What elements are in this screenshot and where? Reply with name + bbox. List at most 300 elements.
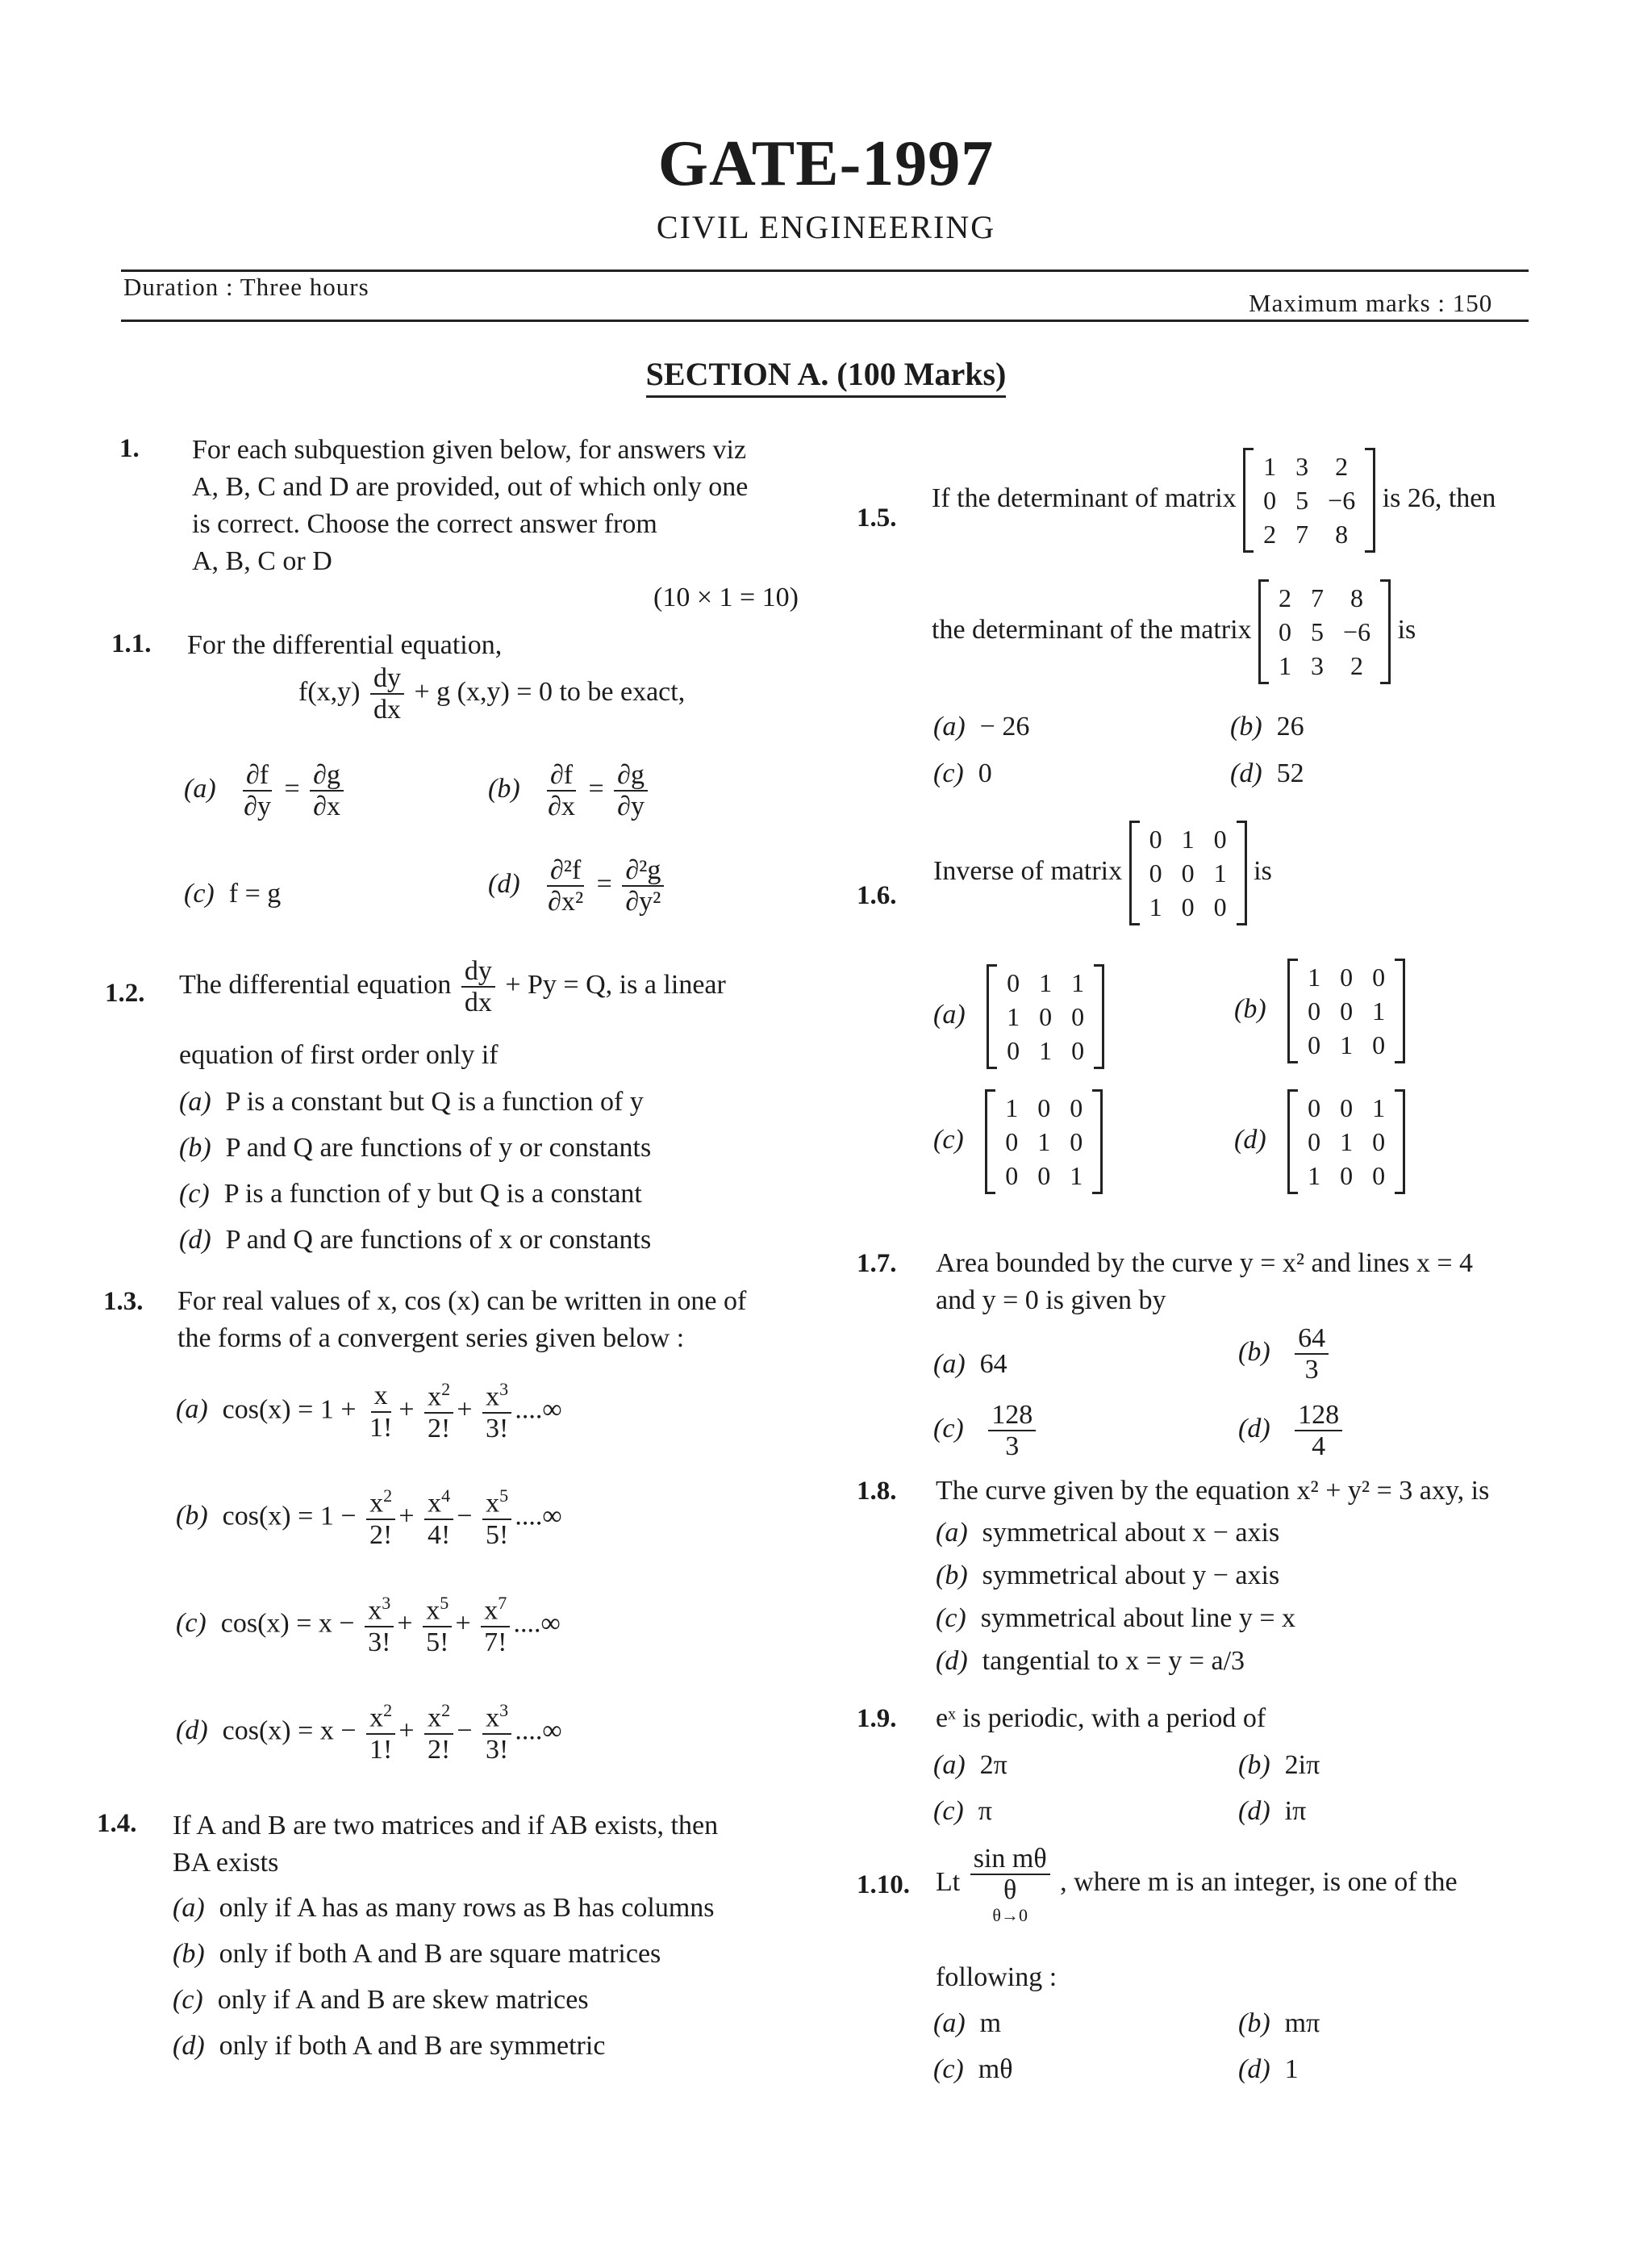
option-text: only if A has as many rows as B has columns [219,1893,715,1923]
matrix-cell: 1 [1149,892,1162,921]
matrix-a [1243,448,1375,553]
q1-1-text: For the differential equation, [187,630,503,660]
text-part: , where m is an integer, is one of the [1060,1867,1458,1898]
matrix-cell: 8 [1335,520,1349,549]
matrix-cell: 0 [1149,825,1162,854]
matrix-cell: 0 [1005,1161,1019,1190]
option-text: P is a constant but Q is a function of y [225,1087,644,1117]
option-letter: (c) [173,1985,203,2015]
matrix-cell: 1 [1308,963,1321,992]
text-part: is 26, then [1382,483,1496,513]
option-letter: (b) [1238,2008,1270,2038]
q1-10-number: 1.10. [857,1870,910,1899]
frac-den: 3 [1005,1431,1020,1462]
fraction [482,1486,511,1550]
q1-7-option-c [933,1400,1039,1462]
option-letter: (d) [1234,1124,1266,1155]
frac-den: 3! [486,1734,509,1765]
text-line: If A and B are two matrices and if AB exists, then [173,1811,719,1840]
frac-num: x [371,1381,391,1412]
option-letter: (c) [933,1124,964,1155]
frac-num: $x^2$ [366,1486,395,1520]
matrix-cell: 1 [1037,1127,1051,1156]
option-letter: (b) [1234,993,1266,1024]
fraction [366,1486,395,1550]
frac-num: $x^3$ [365,1594,394,1627]
matrix-cell: 1 [1340,1030,1354,1059]
option-letter: (b) [179,1133,211,1163]
q1-marks: (10 × 1 = 10) [653,583,799,612]
matrix-cell: 0 [1070,1127,1083,1156]
option-letter: (d) [173,2031,205,2061]
matrix-cell: 8 [1350,583,1364,612]
q1-3-option-a: (a) cos(x) = 1 + $\frac{x}{1!}$ + $\frac{x^2}{2!}$ + $\frac{x^3}{3!}$ ....∞ [176,1379,562,1443]
matrix-cell: 0 [1039,1002,1053,1031]
option-text: 0 [978,758,992,788]
option-text: P and Q are functions of y or constants [225,1133,652,1163]
q1-8-options [936,1514,1295,1680]
option-text: mθ [978,2054,1013,2084]
matrix-cell: −6 [1328,486,1356,515]
q1-8-text: The curve given by the equation x² + y² = 3 axy, is [936,1476,1490,1506]
text-part: Inverse of matrix [933,855,1123,886]
matrix-cell: 0 [1372,1030,1386,1059]
frac-num: $x^3$ [482,1380,511,1414]
frac-den: 4! [428,1519,451,1550]
q1-9-option-b [1238,1747,1320,1784]
matrix-cell: 1 [1340,1127,1354,1156]
option-letter: (b) [1238,1337,1270,1368]
fraction [482,1380,511,1443]
option-text: 1 [1284,2054,1299,2084]
option [179,1084,651,1121]
fraction [622,855,664,917]
option-letter: (a) [933,2008,966,2038]
series-head: 1 + [319,1394,357,1425]
frac-den: 7! [484,1627,507,1657]
matrix-cell: 0 [1181,892,1195,921]
option-letter: (c) [184,879,215,909]
matrix-cell: 0 [1340,996,1354,1026]
option-letter: (b) [1238,1750,1270,1780]
section-heading [0,355,1652,393]
cos-label: cos(x) = [222,1501,314,1531]
frac-den: 5! [426,1627,449,1657]
matrix-cell: 1 [1181,825,1195,854]
q1-3-option-b: (b) cos(x) = 1 − $\frac{x^2}{2!}$ + $\frac{x^4}{4!}$ − $\frac{x^5}{5!}$ ....∞ [176,1485,562,1550]
option [936,1514,1295,1552]
matrix-cell: 1 [1071,968,1085,997]
frac-num: $x^5$ [482,1486,511,1520]
frac-den: 1! [369,1734,393,1765]
fraction [482,1701,511,1765]
q1-10-option-c [933,2051,1012,2088]
exam-title: GATE-1997 [657,128,995,199]
fraction [240,760,274,822]
max-marks-label: Maximum marks : 150 [1249,289,1493,317]
frac-den: 3! [368,1627,391,1657]
q1-5-option-b [1230,708,1304,746]
series-tail: ....∞ [515,1501,562,1531]
frac-num: 64 [1295,1323,1329,1355]
q1-9-option-d [1238,1793,1306,1830]
q1-number: 1. [119,434,140,463]
q1-1-number: 1.1. [111,629,152,658]
frac-num: $x^2$ [424,1380,453,1414]
matrix-cell: −6 [1343,617,1371,646]
option-letter: (d) [1238,1414,1270,1444]
option-letter: (a) [179,1087,211,1117]
matrix-cell: 3 [1311,651,1325,680]
option-letter: (c) [176,1608,206,1639]
top-rule [121,269,1529,272]
matrix-cell: 0 [1007,968,1020,997]
matrix-cell: 0 [1005,1127,1019,1156]
text-part: is [1254,855,1272,886]
option-text: P is a function of y but Q is a constant [223,1179,642,1209]
q1-3-option-c: (c) cos(x) = x − $\frac{x^3}{3!}$ + $\frac{x^5}{5!}$ + $\frac{x^7}{7!}$ ....∞ [176,1593,561,1657]
option-text: symmetrical about y − axis [982,1560,1280,1590]
matrix-cell: 1 [1372,996,1386,1026]
frac-num: 128 [1295,1400,1342,1431]
fraction [423,1594,452,1657]
option-text: mπ [1284,2008,1320,2038]
option-letter: (d) [1238,2054,1270,2084]
frac-num: ∂²g [622,855,664,887]
option-letter: (b) [936,1560,968,1590]
bottom-rule [121,320,1529,322]
q1-5-option-c [933,755,992,792]
q1-7-option-b [1238,1323,1332,1385]
option-letter: (b) [488,774,520,804]
fraction [424,1701,453,1765]
frac-num: ∂g [310,760,344,792]
matrix-cell: 0 [1037,1093,1051,1122]
text-line: BA exists [173,1848,279,1878]
text-line: and y = 0 is given by [936,1285,1166,1315]
cos-label: cos(x) = [222,1394,314,1425]
frac-num: ∂f [243,760,272,792]
q1-10-text [936,1844,1458,1925]
frac-den: θ [1003,1875,1017,1906]
frac-den: ∂x [313,792,340,822]
frac-den: 1! [369,1412,393,1443]
q1-1-equation [298,663,685,725]
frac-num: $x^3$ [482,1701,511,1735]
q1-7-number: 1.7. [857,1249,897,1278]
option-letter: (c) [179,1179,210,1209]
q1-instructions [192,432,748,580]
text-part: is [1397,614,1416,645]
option-letter: (a) [933,999,966,1030]
q1-9-option-a [933,1747,1007,1784]
frac-num: ∂f [547,760,576,792]
matrix-cell: 0 [1340,1161,1354,1190]
matrix-cell: 0 [1372,1127,1386,1156]
option-letter: (a) [184,774,216,804]
matrix-cell: 2 [1335,452,1349,481]
text-part: The differential equation [179,970,452,1001]
q1-7-option-d [1238,1400,1345,1462]
cos-label: cos(x) = [222,1715,314,1746]
exam-subtitle: CIVIL ENGINEERING [656,209,996,245]
frac-num: ∂g [614,760,648,792]
matrix-cell: 0 [1181,859,1195,888]
dy-dx-fraction [370,663,404,725]
option [173,2028,715,2065]
matrix-cell: 0 [1213,892,1227,921]
matrix-cell: 7 [1295,520,1309,549]
option-text: symmetrical about x − axis [982,1518,1280,1548]
series-tail: ....∞ [515,1715,562,1746]
q1-1-option-d: (d) $\frac{\text{∂²f}}{\text{∂x²}}$ = $\frac{\text{∂²g}}{\text{∂y²}}$ [488,855,667,917]
frac-num: dy [461,956,495,988]
matrix-cell: 0 [1372,1161,1386,1190]
option-letter: (a) [176,1394,208,1425]
matrix-cell: 0 [1071,1002,1085,1031]
q1-2-line2: equation of first order only if [179,1040,499,1070]
frac-den: 3! [486,1413,509,1443]
q1-4-number: 1.4. [97,1809,137,1838]
matrix-cell: 0 [1279,617,1292,646]
q1-10-option-a [933,2005,1001,2042]
matrix-cell: 0 [1372,963,1386,992]
q1-1-option-b: (b) $\frac{\partial f}{\partial x}$ = $\frac{\partial g}{\partial y}$ [488,760,651,822]
frac-den: ∂y [617,792,645,822]
q1-4-text [173,1807,718,1882]
frac-den: ∂y [244,792,271,822]
frac-num: $x^2$ [366,1701,395,1735]
matrix-cell: 0 [1149,859,1162,888]
q1-7-text [936,1245,1473,1319]
eq-part: f(x,y) [298,677,361,708]
fraction [970,1844,1050,1925]
option-letter: (a) [936,1518,968,1548]
option-letter: (b) [173,1939,205,1969]
option-text: tangential to x = y = a/3 [982,1646,1245,1676]
q1-5-option-d [1230,755,1304,792]
frac-den: dx [464,988,492,1018]
q1-9-number: 1.9. [857,1704,897,1733]
matrix-cell: 1 [1039,968,1053,997]
matrix-cell: 0 [1007,1036,1020,1065]
matrix-cell: 1 [1263,452,1277,481]
frac-num: 128 [988,1400,1036,1431]
option-letter: (a) [933,1349,966,1379]
option-letter: (a) [933,712,966,742]
q1-3-option-d: (d) cos(x) = x − $\frac{x^2}{1!}$ + $\frac{x^2}{2!}$ − $\frac{x^3}{3!}$ ....∞ [176,1700,562,1765]
text-line: Area bounded by the curve y = x² and lines x = 4 [936,1248,1474,1278]
q1-8-number: 1.8. [857,1477,897,1506]
option-letter: (c) [933,758,964,788]
matrix-cell: 0 [1340,1093,1354,1122]
fraction [544,855,586,917]
frac-den: 4 [1312,1431,1326,1462]
option-letter: (c) [933,1796,964,1826]
option-text: 2π [979,1750,1007,1780]
fraction [366,1381,395,1443]
q1-6-option-d [1234,1089,1405,1194]
option-letter: (d) [1230,758,1262,788]
option-letter: (a) [933,1750,966,1780]
matrix-cell: 2 [1350,651,1364,680]
option [179,1130,651,1167]
cos-label: cos(x) = [220,1608,312,1639]
duration-label: Duration : Three hours [123,273,369,301]
option [936,1557,1295,1594]
text-part: + Py = Q, is a linear [505,970,726,1001]
option-text: iπ [1284,1796,1307,1826]
option [173,1936,715,1973]
option-letter: (d) [176,1715,208,1746]
matrix-cell: 7 [1311,583,1325,612]
matrix-cell: 0 [1308,1030,1321,1059]
series-head: x − [318,1608,355,1639]
matrix-cell: 1 [1005,1093,1019,1122]
q1-5-option-a [933,708,1029,746]
frac-num: dy [370,663,404,695]
section-heading-text: SECTION A. (100 Marks) [646,356,1007,398]
q1-2-options [179,1084,651,1259]
frac-num: $x^5$ [423,1594,452,1627]
matrix-cell: 0 [1308,1127,1321,1156]
matrix-cell: 0 [1263,486,1277,515]
q1-line: A, B, C or D [192,546,332,576]
fraction [424,1380,453,1443]
matrix-cell: 0 [1037,1161,1051,1190]
option-letter: (d) [488,869,520,900]
text-part: If the determinant of matrix [932,483,1237,513]
frac-den: 5! [486,1519,509,1550]
option [936,1643,1295,1680]
frac-num: $x^4$ [424,1486,453,1520]
series-head: 1 − [319,1501,357,1531]
fraction [544,760,578,822]
fraction [481,1594,510,1657]
option-letter: (b) [176,1501,208,1531]
matrix-cell: 1 [1070,1161,1083,1190]
fraction [614,760,648,822]
frac-den: 2! [369,1519,393,1550]
q1-6-option-c [933,1089,1103,1194]
frac-den: ∂x [548,792,575,822]
option-letter: (d) [1238,1796,1270,1826]
limit-label: Lt [936,1867,961,1898]
option-letter: (d) [936,1646,968,1676]
series-head: x − [319,1715,357,1746]
matrix-cell: 0 [1308,996,1321,1026]
option-text: only if both A and B are square matrices [219,1939,661,1969]
matrix-cell: 1 [1039,1036,1053,1065]
q1-5-text [932,448,1496,553]
q1-6-option-b [1234,959,1405,1063]
fraction [366,1701,395,1765]
frac-den: 2! [428,1413,451,1443]
frac-num: $x^7$ [481,1594,510,1627]
q1-2-number: 1.2. [105,979,145,1008]
q1-2-text [179,956,726,1018]
matrix-cell: 5 [1311,617,1325,646]
q1-10-option-d [1238,2051,1299,2088]
matrix [985,1089,1103,1194]
limit-subscript: θ→0 [992,1904,1028,1925]
frac-num: sin mθ [970,1844,1050,1875]
matrix [1287,959,1405,1063]
matrix-cell: 0 [1340,963,1354,992]
q1-10-option-b [1238,2005,1320,2042]
option-text: symmetrical about line y = x [980,1603,1296,1633]
option-text: π [978,1796,992,1826]
option [173,1982,715,2019]
q1-line: is correct. Choose the correct answer from [192,509,657,539]
option-text: 64 [979,1349,1007,1379]
frac-den: 3 [1304,1355,1319,1385]
frac-den: 2! [428,1734,451,1765]
fraction [365,1594,394,1657]
matrix-cell: 1 [1308,1161,1321,1190]
q1-9-text: eˣ is periodic, with a period of [936,1703,1266,1733]
q1-9-option-c [933,1793,992,1830]
matrix-cell: 1 [1213,859,1227,888]
option-text: 26 [1276,712,1304,742]
option-text: − 26 [979,712,1030,742]
fraction [424,1486,453,1550]
matrix-b [1258,579,1391,684]
frac-den: ∂y² [625,887,661,917]
frac-num: $x^2$ [424,1701,453,1735]
option-letter: (b) [1230,712,1262,742]
matrix-cell: 5 [1295,486,1309,515]
q1-10-line2: following : [936,1962,1058,1992]
fraction [988,1400,1036,1462]
option-letter: (c) [933,2054,964,2084]
option-letter: (a) [173,1893,205,1923]
matrix-cell: 0 [1070,1093,1083,1122]
q1-3-text [177,1283,746,1357]
q1-3-number: 1.3. [103,1287,144,1316]
text-line: the forms of a convergent series given below : [177,1323,685,1353]
option-text: only if A and B are skew matrices [217,1985,589,2015]
fraction [1295,1323,1329,1385]
option-text: only if both A and B are symmetric [219,2031,606,2061]
option [179,1176,651,1213]
q1-6-option-a [933,964,1104,1069]
q1-1-option-c [184,875,281,913]
option [936,1600,1295,1637]
frac-den: ∂x² [548,887,584,917]
matrix [1287,1089,1405,1194]
text-part: the determinant of the matrix [932,614,1252,645]
q1-line: For each subquestion given below, for answers viz [192,435,747,465]
q1-line: A, B, C and D are provided, out of which only one [192,472,749,502]
matrix-cell: 2 [1279,583,1292,612]
option-text: m [979,2008,1002,2038]
text-line: For real values of x, cos (x) can be written in one of [177,1286,747,1316]
option-text: f = g [228,879,282,909]
matrix [987,964,1104,1069]
matrix-cell: 2 [1263,520,1277,549]
q1-5-number: 1.5. [857,503,897,533]
option [173,1890,715,1927]
eq-part: + g (x,y) = 0 to be exact, [414,677,686,708]
matrix-cell: 0 [1071,1036,1085,1065]
dy-dx-fraction [461,956,495,1018]
option-letter: (c) [936,1603,966,1633]
q1-4-options [173,1890,715,2065]
matrix [1129,821,1247,925]
frac-num: ∂²f [547,855,584,887]
q1-7-option-a [933,1346,1007,1383]
